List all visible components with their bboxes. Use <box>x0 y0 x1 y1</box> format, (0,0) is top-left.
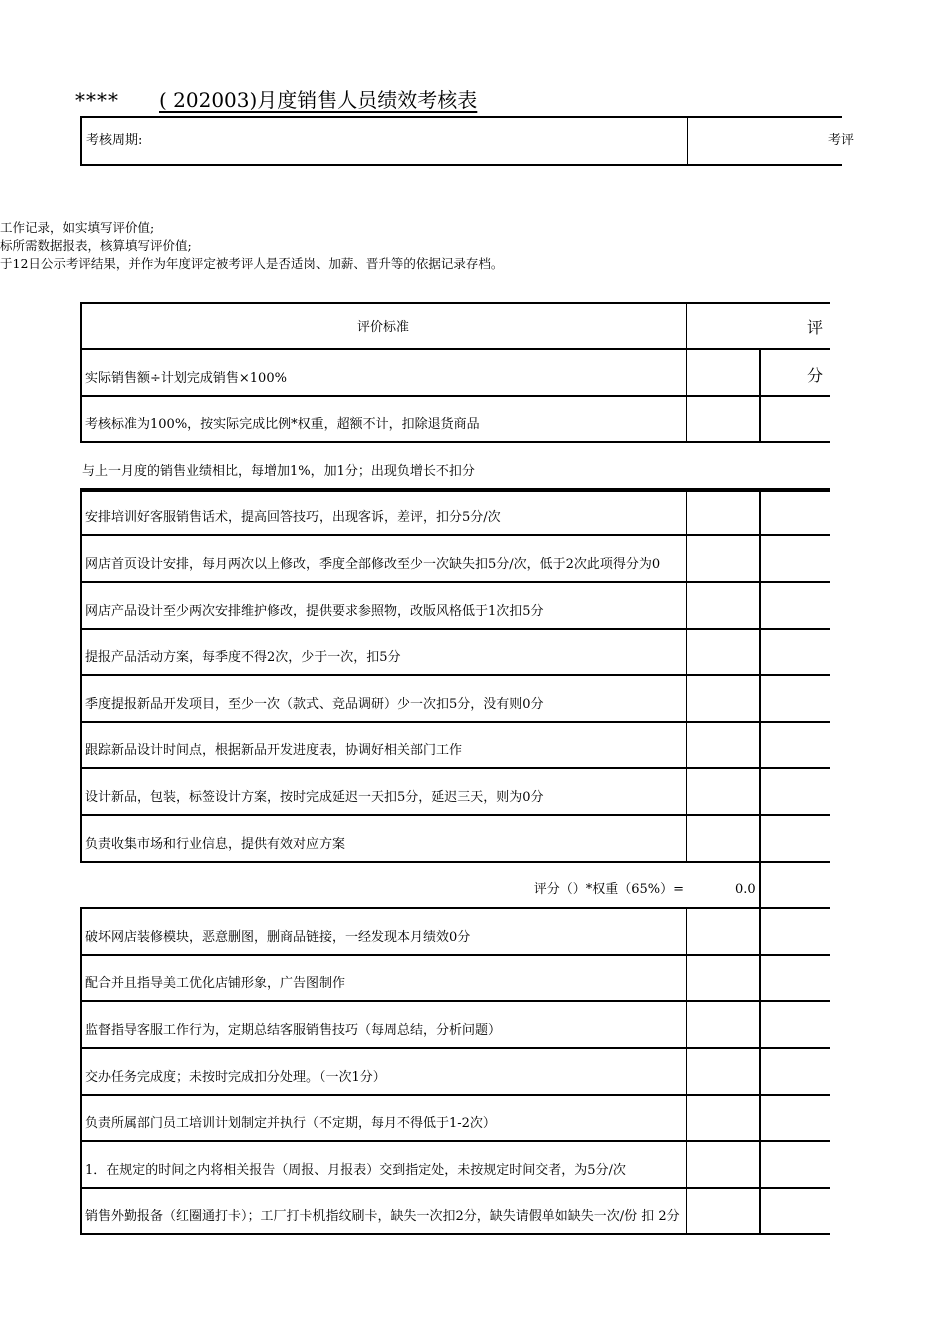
criteria-text: 网店首页设计安排，每月两次以上修改，季度全部修改至少一次缺失扣5分/次，低于2次此项得分为0 <box>85 556 661 572</box>
header-score: 评分 <box>807 318 824 385</box>
criteria-text: 破坏网店装修模块，恶意删图，删商品链接，一经发现本月绩效0分 <box>85 929 471 945</box>
notes <box>0 219 503 273</box>
table-row <box>80 769 830 816</box>
table-row <box>80 1002 830 1049</box>
criteria-text: 跟踪新品设计时间点，根据新品开发进度表，协调好相关部门工作 <box>85 743 463 759</box>
title-text: ( 202003)月度销售人员绩效考核表 <box>159 88 478 112</box>
period-box <box>80 116 855 166</box>
table-row <box>80 1096 830 1143</box>
criteria-text: 1．在规定的时间之内将相关报告（周报、月报表）交到指定处，未按规定时间交者，为5分/次 <box>85 1162 626 1178</box>
table-row <box>80 909 830 956</box>
criteria-text: 负责所属部门员工培训计划制定并执行（不定期，每月不得低于1-2次） <box>85 1116 496 1132</box>
table-row <box>80 350 830 397</box>
table-row <box>80 956 830 1003</box>
note-line: 于12日公示考评结果，并作为年度评定被考评人是否适岗、加薪、晋升等的依据记录存档。 <box>0 256 504 271</box>
table-row <box>80 536 830 583</box>
note-line: 工作记录，如实填写评价值; <box>0 220 155 235</box>
criteria-text: 季度提报新品开发项目，至少一次（款式、竞品调研）少一次扣5分，没有则0分 <box>85 696 544 712</box>
page-title <box>75 86 477 114</box>
period-divider <box>687 118 688 164</box>
subtotal-row <box>80 863 830 910</box>
table-row <box>80 490 830 537</box>
criteria-text: 网店产品设计至少两次安排维护修改，提供要求参照物，改版风格低于1次扣5分 <box>85 603 544 619</box>
criteria-text: 实际销售额÷计划完成销售×100% <box>85 370 287 386</box>
period-label: 考核周期: <box>86 133 143 148</box>
evaluator-label: 考评 <box>828 133 855 148</box>
title-stars: **** <box>75 88 119 112</box>
header-criteria: 评价标准 <box>356 320 409 335</box>
subtotal-label: 评分（）*权重（65%）= <box>533 882 684 898</box>
note-line: 标所需数据报表，核算填写评价值; <box>0 238 192 253</box>
table-row <box>80 676 830 723</box>
criteria-text: 与上一月度的销售业绩相比，每增加1%，加1分；出现负增长不扣分 <box>82 463 475 479</box>
table-row <box>80 816 830 863</box>
table-row <box>80 1049 830 1096</box>
criteria-text: 设计新品，包装，标签设计方案，按时完成延迟一天扣5分，延迟三天，则为0分 <box>85 789 544 805</box>
table-row <box>80 397 830 444</box>
table-row <box>80 630 830 677</box>
criteria-text: 安排培训好客服销售话术，提高回答技巧，出现客诉，差评，扣分5分/次 <box>85 510 501 526</box>
subtotal-value: 0.0 <box>735 882 756 898</box>
table-row <box>80 1142 830 1189</box>
table-row <box>80 583 830 630</box>
criteria-text: 销售外勤报备（红圈通打卡）；工厂打卡机指纹刷卡，缺失一次扣2分，缺失请假单如缺失一次/份 扣 2分 <box>85 1209 680 1225</box>
criteria-text: 监督指导客服工作行为，定期总结客服销售技巧（每周总结，分析问题） <box>85 1022 502 1038</box>
criteria-text: 提报产品活动方案，每季度不得2次，少于一次，扣5分 <box>85 650 401 666</box>
table-row <box>80 1189 830 1236</box>
criteria-text: 考核标准为100%，按实际完成比例*权重，超额不计，扣除退货商品 <box>85 417 480 433</box>
criteria-table <box>80 302 830 1235</box>
table-row <box>80 723 830 770</box>
criteria-text: 配合并且指导美工优化店铺形象，广告图制作 <box>85 976 346 992</box>
criteria-text: 负责收集市场和行业信息，提供有效对应方案 <box>85 836 346 852</box>
table-row <box>80 443 830 490</box>
criteria-text: 交办任务完成度；未按时完成扣分处理。（一次1分） <box>85 1069 386 1085</box>
